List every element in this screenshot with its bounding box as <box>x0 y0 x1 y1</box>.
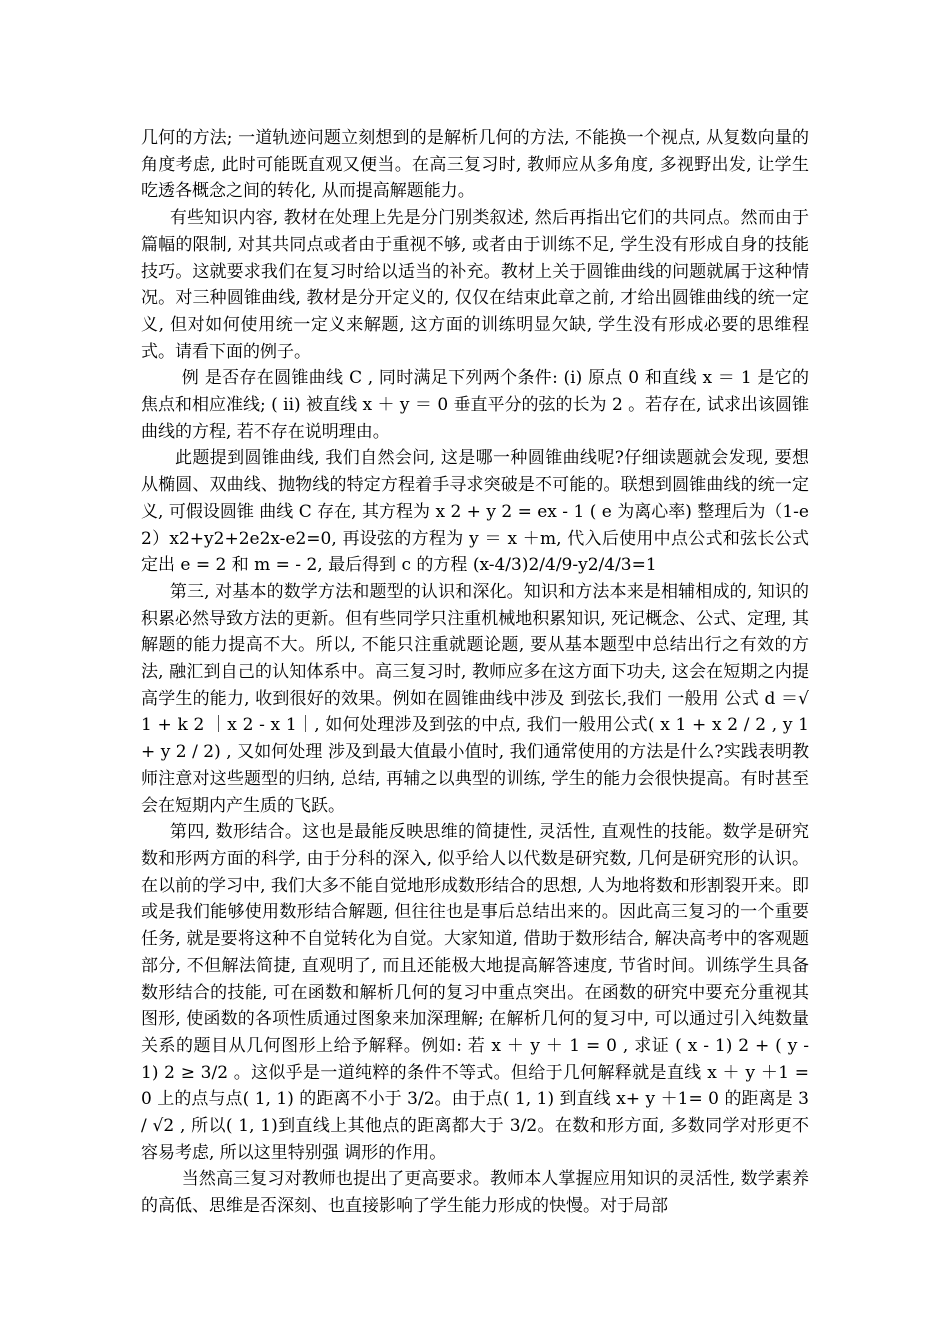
paragraph-6-fourth-point: 第四, 数形结合。这也是最能反映思维的简捷性, 灵活性, 直观性的技能。数学是研究数和形两方面的科学, 由于分科的深入, 似乎给人以代数是研究数, 几何是研究形的认识。在以前的学习中, 我们大多不能自觉地形成数形结合的思想, 人为地将数和形割裂开来。即或是我们能够使用数形结合解题, 但往往也是事后总结出来的。因此高三复习的一个重要任务, 就是要将这种不自觉转化为自觉。大家知道, 借助于数形结合, 解决高考中的客观题部分, 不但解法简捷, 直观明了, 而且还能极大地提高解答速度, 节省时间。训练学生具备数形结合的技能, 可在函数和解析几何的复习中重点突出。在函数的研究中要充分重视其图形, 使函数的各项性质通过图象来加深理解; 在解析几何的复习中, 可以通过引入纯数量关系的题目从几何图形上给予解释。例如: 若 x ＋ y ＋ 1 = 0 , 求证 ( x - 1) 2 + ( y - 1) 2 ≥ 3/2 。这似乎是一道纯粹的条件不等式。但给于几何解释就是直线 x ＋ y ＋1 = 0 上的点与点( 1, 1) 的距离不小于 3/2。由于点( 1, 1) 到直线 x+ y ＋1= 0 的距离是 3 / √2 , 所以( 1, 1)到直线上其他点的距离都大于 3/2。在数和形方面, 多数同学对形更不容易考虑, 所以这里特别强 调形的作用。 <box>141 822 809 1163</box>
paragraph-5-third-point: 第三, 对基本的数学方法和题型的认识和深化。知识和方法本来是相辅相成的, 知识的积累必然导致方法的更新。但有些同学只注重机械地积累知识, 死记概念、公式、定理, 其解题的能力提高不大。所以, 不能只注重就题论题, 要从基本题型中总结出行之有效的方法, 融汇到自己的认知体系中。高三复习时, 教师应多在这方面下功夫, 这会在短期之内提高学生的能力, 收到很好的效果。例如在圆锥曲线中涉及 到弦长,我们 一般用 公式 d ＝√1 + k 2 ｜x 2 - x 1｜, 如何处理涉及到弦的中点, 我们一般用公式( x 1 + x 2 / 2 , y 1 + y 2 / 2) , 又如何处理 涉及到最大值最小值时, 我们通常使用的方法是什么?实践表明教师注意对这些题型的归纳, 总结, 再辅之以典型的训练, 学生的能力会很快提高。有时甚至会在短期内产生质的飞跃。 <box>141 581 809 816</box>
paragraph-4: 此题提到圆锥曲线, 我们自然会问, 这是哪一种圆锥曲线呢?仔细读题就会发现, 要想从椭圆、双曲线、抛物线的特定方程着手寻求突破是不可能的。联想到圆锥曲线的统一定义, 可假设圆锥 曲线 C 存在, 其方程为 x 2 + y 2 = ex - 1 ( e 为离心率) 整理后为（1-e2）x2+y2+2e2x-e2=0, 再设弦的方程为 y ＝ x ＋m, 代入后使用中点公式和弦长公式定出 e = 2 和 m = - 2, 最后得到 c 的方程 (x-4/3)2/4/9-y2/4/3=1 <box>141 448 809 576</box>
paragraph-7: 当然高三复习对教师也提出了更高要求。教师本人掌握应用知识的灵活性, 数学素养的高低、思维是否深刻、也直接影响了学生能力形成的快慢。对于局部 <box>141 1169 809 1217</box>
paragraph-2: 有些知识内容, 教材在处理上先是分门别类叙述, 然后再指出它们的共同点。然而由于篇幅的限制, 对其共同点或者由于重视不够, 或者由于训练不足, 学生没有形成自身的技能技巧。这就要求我们在复习时给以适当的补充。教材上关于圆锥曲线的问题就属于这种情况。对三种圆锥曲线, 教材是分开定义的, 仅仅在结束此章之前, 才给出圆锥曲线的统一定义, 但对如何使用统一定义来解题, 这方面的训练明显欠缺, 学生没有形成必要的思维程式。请看下面的例子。 <box>141 208 809 362</box>
document-page <box>141 125 809 1220</box>
paragraph-3-example: 例 是否存在圆锥曲线 C , 同时满足下列两个条件: (i) 原点 0 和直线 x ＝ 1 是它的焦点和相应准线; ( ii) 被直线 x ＋ y ＝ 0 垂直平分的弦的长为 2 。若存在, 试求出该圆锥曲线的方程, 若不存在说明理由。 <box>141 368 809 442</box>
paragraph-1: 几何的方法; 一道轨迹问题立刻想到的是解析几何的方法, 不能换一个视点, 从复数向量的角度考虑, 此时可能既直观又便当。在高三复习时, 教师应从多角度, 多视野出发, 让学生吃透各概念之间的转化, 从而提高解题能力。 <box>141 128 809 202</box>
